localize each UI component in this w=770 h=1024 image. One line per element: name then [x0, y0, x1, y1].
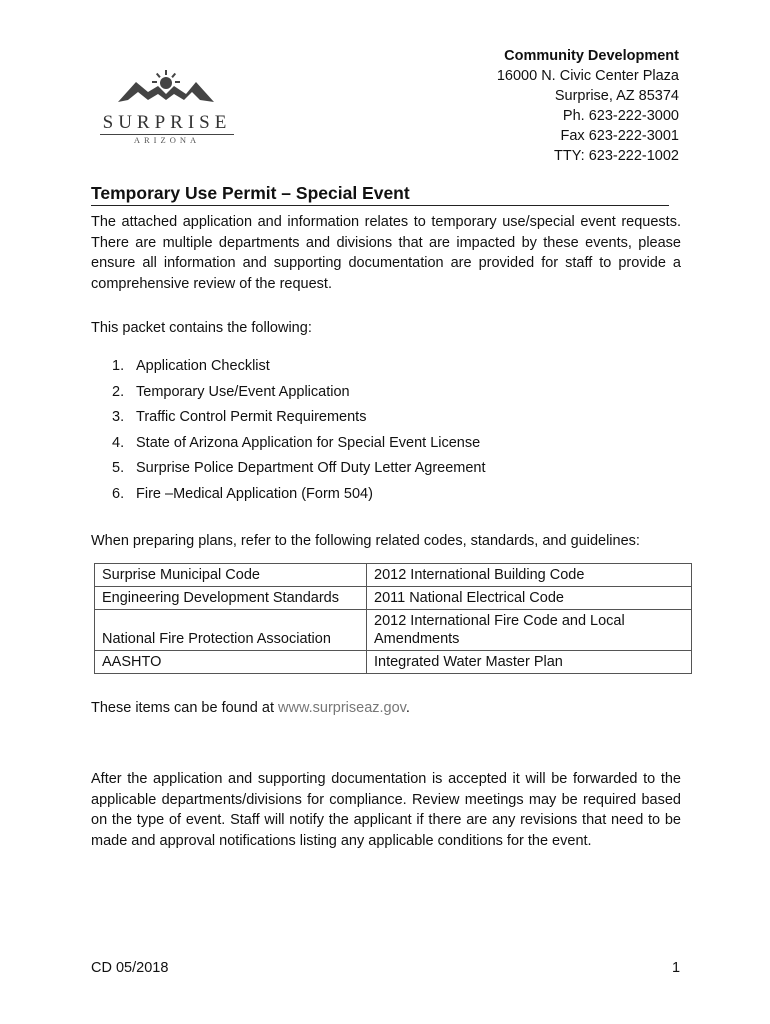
- fax-number: Fax 623-222-3001: [560, 128, 679, 144]
- table-cell: Engineering Development Standards: [95, 587, 367, 610]
- table-cell: AASHTO: [95, 651, 367, 674]
- list-item: [112, 432, 486, 458]
- found-prefix: These items can be found at: [91, 700, 278, 716]
- logo-subtitle: ARIZONA: [133, 135, 201, 145]
- found-suffix: .: [405, 700, 410, 716]
- document-title: Temporary Use Permit – Special Event: [91, 183, 669, 206]
- table-row: [95, 587, 692, 610]
- list-item-text: Application Checklist: [136, 358, 270, 374]
- contact-block: [497, 46, 679, 166]
- table-row: [95, 564, 692, 587]
- list-item-text: Fire –Medical Application (Form 504): [136, 485, 373, 502]
- list-item-number: 4.: [112, 434, 125, 451]
- logo-wordmark: SURPRISE: [102, 112, 232, 133]
- list-item: [112, 406, 486, 432]
- list-item-text: Traffic Control Permit Requirements: [136, 409, 367, 426]
- list-item: [112, 355, 486, 381]
- table-cell: 2012 International Fire Code and Local Amendments: [367, 610, 692, 651]
- list-item-number: 6.: [112, 485, 125, 502]
- intro-paragraph: The attached application and information relates to temporary use/special event requests. There are multiple departments and divisions that are impacted by these events, please ensure all information and supporting documentation are provided for staff to provide a comprehensive review of the request.: [91, 214, 681, 292]
- table-cell: 2012 International Building Code: [367, 564, 692, 587]
- after-paragraph: After the application and supporting documentation is accepted it will be forwarded to the applicable departments/divisions for compliance. Review meetings may be required based on the type of event. Staff will notify the applicant if there are any revisions that need to be made and approval notifications listing any applicable conditions for the event.: [91, 771, 681, 849]
- list-item: [112, 483, 486, 509]
- phone-number: Ph. 623-222-3000: [562, 108, 679, 124]
- page-number: 1: [672, 960, 681, 976]
- table-row: [95, 610, 692, 651]
- address-line-2: Surprise, AZ 85374: [554, 88, 679, 104]
- list-item-text: Temporary Use/Event Application: [136, 383, 350, 400]
- table-cell: 2011 National Electrical Code: [367, 587, 692, 610]
- city-logo: [98, 70, 238, 150]
- list-item-text: Surprise Police Department Off Duty Letter Agreement: [136, 460, 486, 477]
- list-item-number: 3.: [112, 409, 125, 426]
- list-item-number: 5.: [112, 460, 125, 477]
- list-item-number: 1.: [112, 358, 125, 374]
- address-line-1: 16000 N. Civic Center Plaza: [496, 68, 679, 84]
- department-name: Community Development: [504, 48, 679, 64]
- footer-code: CD 05/2018: [91, 960, 169, 976]
- website-link[interactable]: www.surpriseaz.gov: [278, 700, 406, 716]
- mountain-sun-icon: [116, 70, 216, 106]
- list-item: [112, 381, 486, 407]
- table-cell: Integrated Water Master Plan: [367, 651, 692, 674]
- table-cell: Surprise Municipal Code: [95, 564, 367, 587]
- list-item-text: State of Arizona Application for Special Event License: [136, 434, 481, 451]
- table-row: [95, 651, 692, 674]
- packet-list: [112, 355, 486, 509]
- list-item-number: 2.: [112, 383, 125, 400]
- tty-number: TTY: 623-222-1002: [554, 148, 679, 164]
- list-item: [112, 457, 486, 483]
- found-line: [91, 700, 410, 716]
- codes-heading: When preparing plans, refer to the following related codes, standards, and guidelines:: [91, 533, 640, 549]
- packet-heading: This packet contains the following:: [91, 320, 312, 336]
- table-cell: National Fire Protection Association: [95, 610, 367, 651]
- codes-table: [94, 563, 692, 674]
